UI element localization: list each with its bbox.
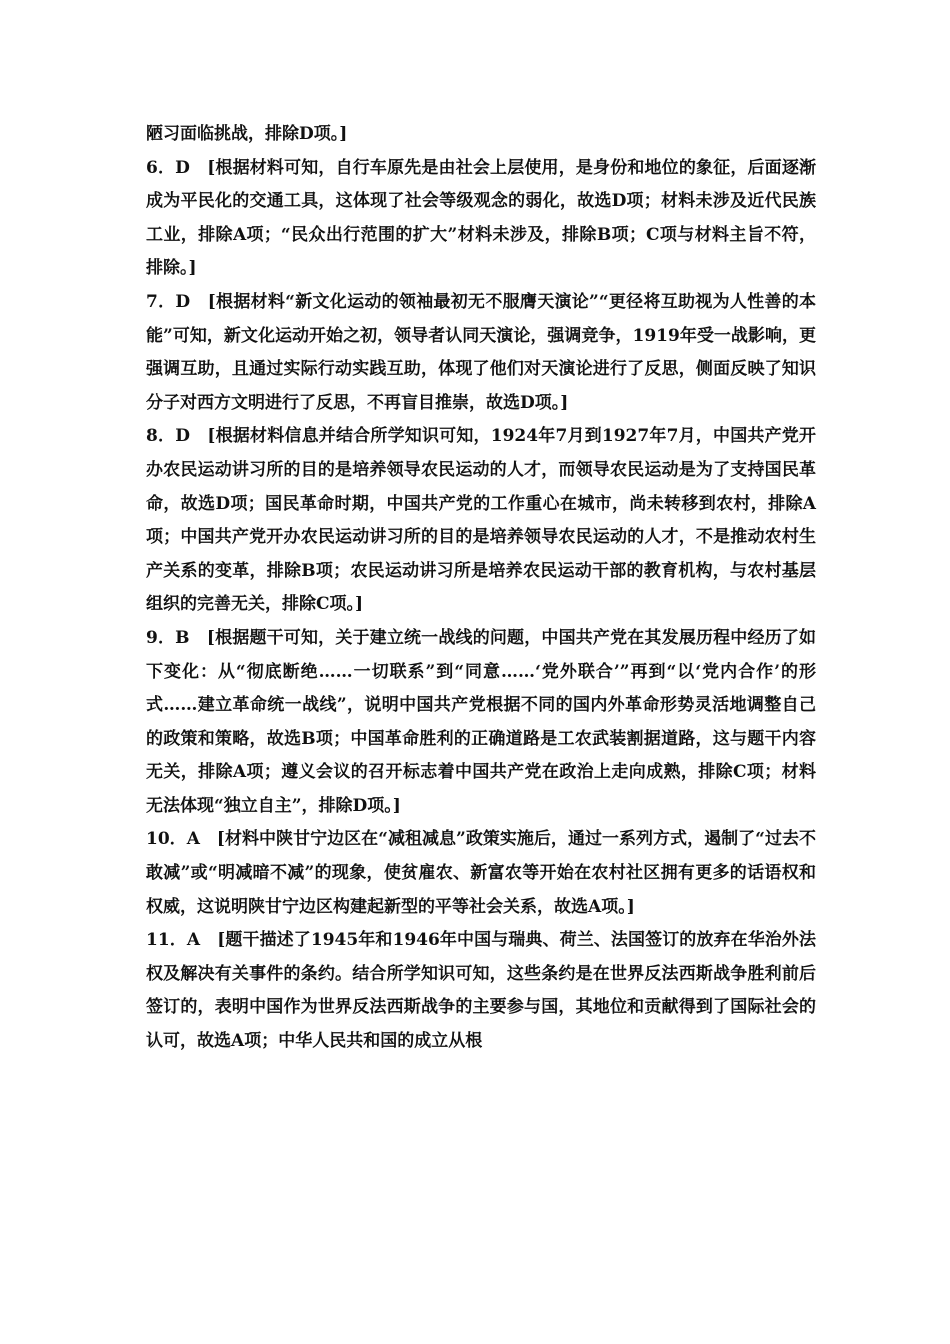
answer-paragraph-7: 7．D [根据材料“新文化运动的领袖最初无不服膺天演论”“更径将互助视为人性善的本能”可知，新文化运动开始之初，领导者认同天演论，强调竞争，1919年受一战影响，更强调互助，且通过实际行动实践互助，体现了他们对天演论进行了反思，侧面反映了知识分子对西方文明进行了反思，不再盲目推崇，故选D项。] xyxy=(146,291,816,413)
answer-document xyxy=(146,118,816,1059)
answer-paragraph-8: 8．D [根据材料信息并结合所学知识可知，1924年7月到1927年7月，中国共产党开办农民运动讲习所的目的是培养领导农民运动的人才，而领导农民运动是为了支持国民革命，故选D项；国民革命时期，中国共产党的工作重心在城市，尚未转移到农村，排除A项；中国共产党开办农民运动讲习所的目的是培养领导农民运动的人才，不是推动农村生产关系的变革，排除B项；农民运动讲习所是培养农民运动干部的教育机构，与农村基层组织的完善无关，排除C项。] xyxy=(146,426,816,615)
answer-paragraph-6: 6．D [根据材料可知，自行车原先是由社会上层使用，是身份和地位的象征，后面逐渐成为平民化的交通工具，这体现了社会等级观念的弱化，故选D项；材料未涉及近代民族工业，排除A项；“民众出行范围的扩大”材料未涉及，排除B项；C项与材料主旨不符，排除。] xyxy=(146,157,816,279)
answer-paragraph-10: 10．A [材料中陕甘宁边区在“减租减息”政策实施后，通过一系列方式，遏制了“过去不敢减”或“明减暗不减”的现象，使贫雇农、新富农等开始在农村社区拥有更多的话语权和权威，这说明陕甘宁边区构建起新型的平等社会关系，故选A项。] xyxy=(146,829,816,917)
answer-paragraph-9: 9．B [根据题干可知，关于建立统一战线的问题，中国共产党在其发展历程中经历了如下变化：从“彻底断绝……一切联系”到“同意……‘党外联合’”再到“以‘党内合作’的形式……建立革命统一战线”，说明中国共产党根据不同的国内外革命形势灵活地调整自己的政策和策略，故选B项；中国革命胜利的正确道路是工农武装割据道路，这与题干内容无关，排除A项；遵义会议的召开标志着中国共产党在政治上走向成熟，排除C项；材料无法体现“独立自主”，排除D项。] xyxy=(146,627,816,816)
answer-paragraph-prev-continued: 陋习面临挑战，排除D项。] xyxy=(146,124,348,144)
answer-paragraph-11: 11．A [题干描述了1945年和1946年中国与瑞典、荷兰、法国签订的放弃在华治外法权及解决有关事件的条约。结合所学知识可知，这些条约是在世界反法西斯战争胜利前后签订的，表明中国作为世界反法西斯战争的主要参与国，其地位和贡献得到了国际社会的认可，故选A项；中华人民共和国的成立从根 xyxy=(146,930,816,1052)
